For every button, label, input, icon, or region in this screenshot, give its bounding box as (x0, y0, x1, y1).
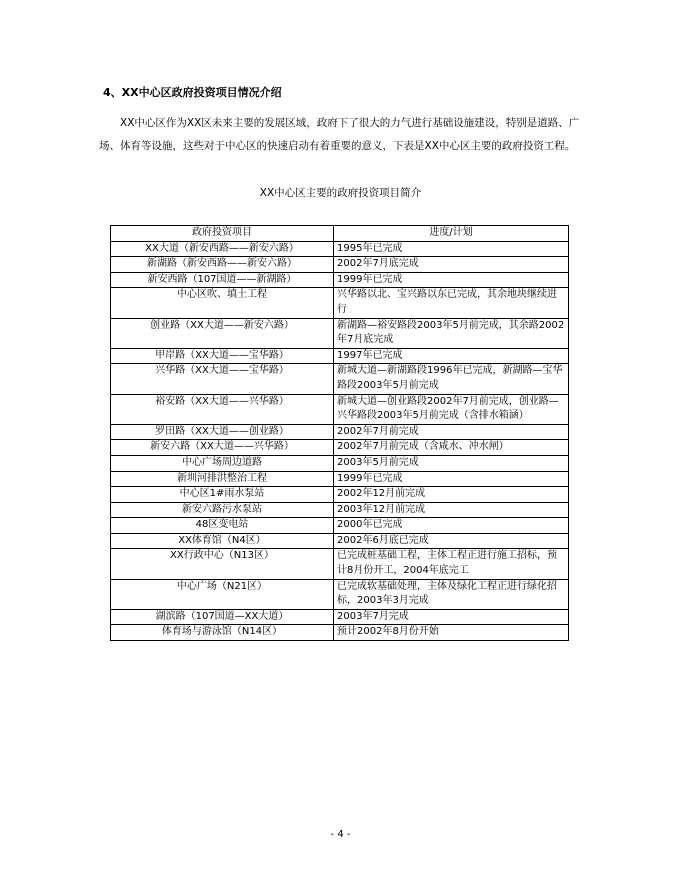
table-row (111, 424, 569, 440)
table-caption: XX中心区主要的政府投资项目简介 (259, 187, 422, 199)
project-cell: 中心广场周边道路 (111, 455, 334, 471)
table-row (111, 533, 569, 549)
progress-cell: 预计2002年8月份开始 (334, 625, 569, 641)
section-heading: 4、XX中心区政府投资项目情况介绍 (103, 86, 282, 99)
table-row (111, 364, 569, 394)
table-row (111, 241, 569, 257)
table-row (111, 549, 569, 579)
progress-cell: 1995年已完成 (334, 241, 569, 257)
progress-cell: 已完成桩基础工程，主体工程正进行施工招标，预计8月份开工，2004年底完工 (334, 549, 569, 579)
project-cell: 新安六路污水泵站 (111, 502, 334, 518)
table-row (111, 625, 569, 641)
table-row (111, 348, 569, 364)
table-body (111, 241, 569, 640)
table-row (111, 394, 569, 424)
table-row (111, 288, 569, 318)
project-cell: XX体育馆（N4区） (111, 533, 334, 549)
progress-cell: 兴华路以北、宝兴路以东已完成，其余地块继续进行 (334, 288, 569, 318)
project-cell: XX行政中心（N13区） (111, 549, 334, 579)
progress-cell: 2002年7月底完成 (334, 257, 569, 273)
table-row (111, 318, 569, 348)
progress-cell: 2002年12月前完成 (334, 487, 569, 503)
table-header-row (111, 226, 569, 242)
project-cell: 新安西路（107国道——新湖路） (111, 272, 334, 288)
project-cell: 中心区1#雨水泵站 (111, 487, 334, 503)
progress-cell: 1999年已完成 (334, 272, 569, 288)
project-cell: 体育场与游泳馆（N14区） (111, 625, 334, 641)
intro-text: XX中心区作为XX区未来主要的发展区域，政府下了很大的力气进行基础设施建设，特别是道路、广场、体育等设施，这些对于中心区的快速启动有着重要的意义，下表是XX中心区主要的政府投资工程。 (99, 117, 580, 152)
project-cell: 裕安路（XX大道——兴华路） (111, 394, 334, 424)
project-cell: 新湖路（新安西路——新安六路） (111, 257, 334, 273)
progress-cell: 2003年5月前完成 (334, 455, 569, 471)
project-cell: 新安六路（XX大道——兴华路） (111, 440, 334, 456)
intro-paragraph (99, 112, 583, 158)
header-progress: 进度/计划 (334, 226, 569, 242)
project-table (110, 225, 569, 641)
project-cell: 创业路（XX大道——新安六路） (111, 318, 334, 348)
progress-cell: 新城大道—创业路段2002年7月前完成，创业路—兴华路段2003年5月前完成（含排水箱涵） (334, 394, 569, 424)
table-row (111, 455, 569, 471)
project-cell: 中心广场（N21区） (111, 579, 334, 609)
progress-cell: 2003年7月完成 (334, 609, 569, 625)
project-cell: 新圳河排洪整治工程 (111, 471, 334, 487)
table-row (111, 609, 569, 625)
table-row (111, 471, 569, 487)
project-cell: XX大道（新安西路——新安六路） (111, 241, 334, 257)
table-row (111, 487, 569, 503)
table-row (111, 272, 569, 288)
table-row (111, 440, 569, 456)
progress-cell: 2000年已完成 (334, 518, 569, 534)
progress-cell: 2002年7月前完成 (334, 424, 569, 440)
project-cell: 湖滨路（107国道—XX大道） (111, 609, 334, 625)
progress-cell: 1997年已完成 (334, 348, 569, 364)
progress-cell: 2003年12月前完成 (334, 502, 569, 518)
header-project: 政府投资项目 (111, 226, 334, 242)
progress-cell: 已完成软基础处理，主体及绿化工程正进行绿化招标，2003年3月完成 (334, 579, 569, 609)
table-row (111, 579, 569, 609)
page-number: - 4 - (330, 829, 351, 840)
project-cell: 48区变电站 (111, 518, 334, 534)
progress-cell: 1999年已完成 (334, 471, 569, 487)
project-cell: 罗田路（XX大道——创业路） (111, 424, 334, 440)
table-row (111, 502, 569, 518)
progress-cell: 新城大道—新湖路段1996年已完成，新湖路—宝华路段2003年5月前完成 (334, 364, 569, 394)
table-row (111, 257, 569, 273)
progress-cell: 2002年7月前完成（含咸水、冲水闸） (334, 440, 569, 456)
progress-cell: 2002年6月底已完成 (334, 533, 569, 549)
project-cell: 兴华路（XX大道——宝华路） (111, 364, 334, 394)
table-row (111, 518, 569, 534)
project-cell: 甲岸路（XX大道——宝华路） (111, 348, 334, 364)
progress-cell: 新湖路—裕安路段2003年5月前完成，其余路2002年7月底完成 (334, 318, 569, 348)
project-cell: 中心区吹、填土工程 (111, 288, 334, 318)
